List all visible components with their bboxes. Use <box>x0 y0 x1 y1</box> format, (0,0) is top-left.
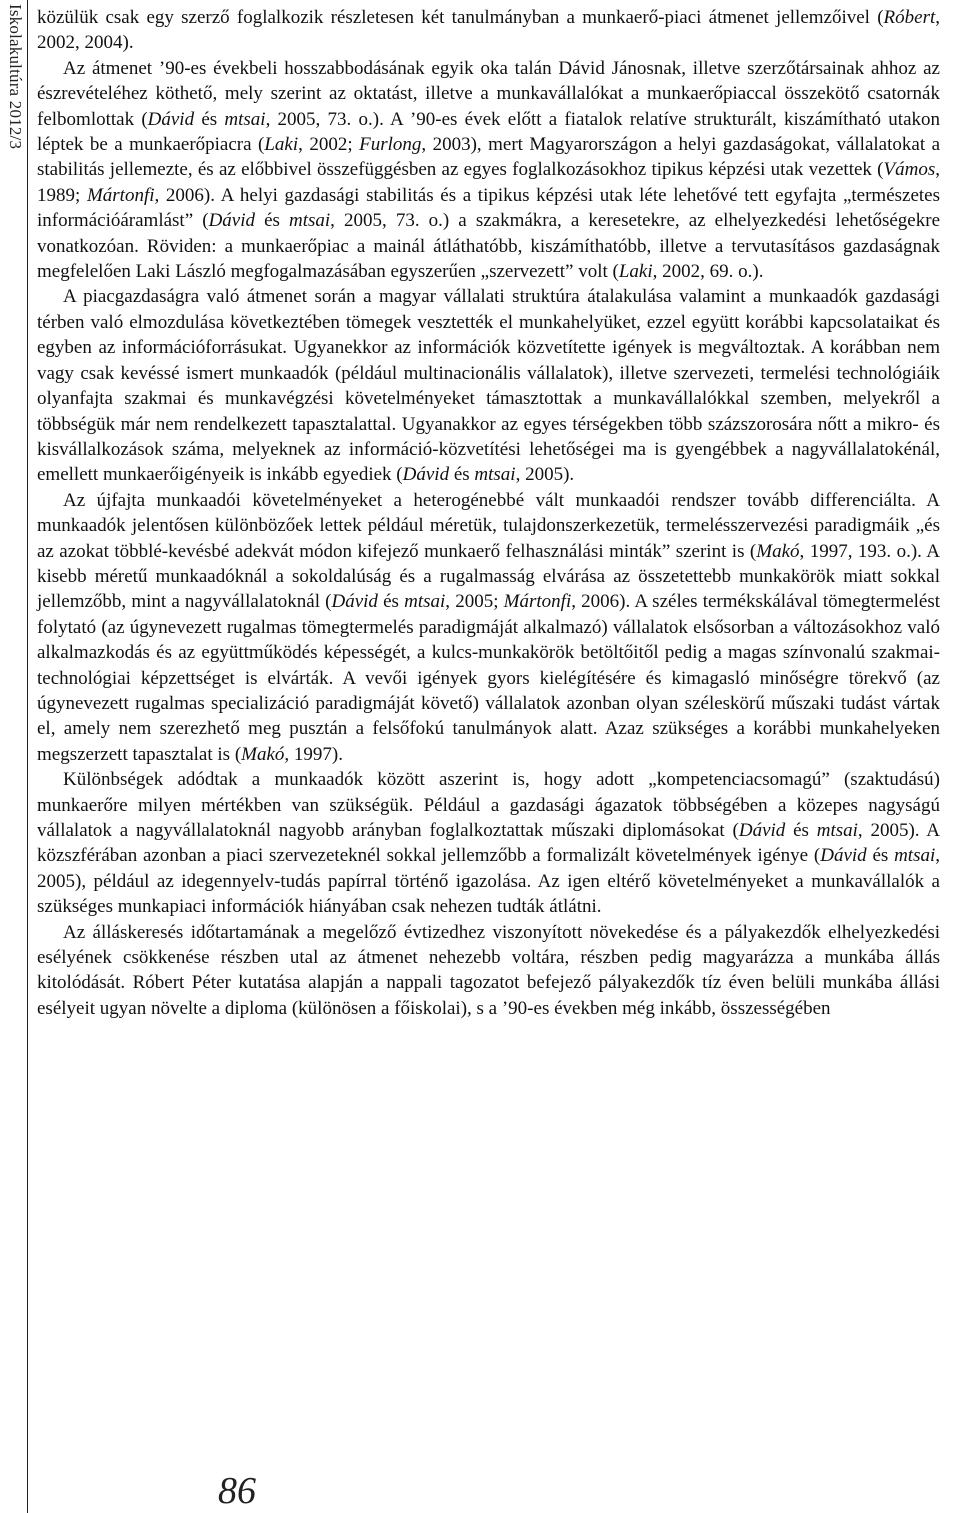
paragraph-1 <box>37 5 940 56</box>
citation-author: Dávid <box>147 108 195 130</box>
citation-author: mtsai <box>894 845 936 867</box>
margin-rule <box>27 0 28 1513</box>
citation-author: Róbert <box>883 7 936 28</box>
paragraph-3 <box>37 284 940 487</box>
citation-author: mtsai <box>288 210 331 232</box>
citation-author: Dávid <box>331 591 378 613</box>
citation-author: Furlong <box>359 134 422 156</box>
page-number: 86 <box>218 1470 256 1512</box>
citation-author: Laki <box>264 134 299 156</box>
text-run: és <box>785 820 817 841</box>
citation-author: Makó <box>241 743 285 765</box>
paragraph-4 <box>37 488 940 767</box>
citation-author: Makó <box>756 540 800 562</box>
citation-author: mtsai <box>816 820 858 841</box>
running-head-bar <box>0 0 24 1513</box>
text-run: , 2006). A széles termékskálával tömegtermelést folytató (az úgynevezett rugalmas tömegtermelés paradigmáját alkalmazó) vállalatok elsősorban a változásokhoz való alkalmazkodás és az együttműködés képességét, a kulcs-munkakörök betöltőitől pedig a magas színvonalú szakmai-technológiai képzettséget is elvárták. A vevői igények gyors kielégítésére és kimagasló minőségre törekvő (az úgynevezett rugalmas specializáció paradigmáját követő) vállalatok azonban olyan széleskörű műszaki tudást vártak el, amely nem szerezhető meg pusztán a felsőfokú tanulmányok alatt. Azaz szükséges a korábbi munkahelyeken megszerzett tapasztalat is ( <box>37 591 941 765</box>
paragraph-5 <box>37 767 940 919</box>
text-run: , 2005, 73. o.) a szakmákra, a keresetekre, az elhelyezkedési lehetőségekre vonatkozóan. Röviden: a munkaerőpiac a mainál átláthatóbb, kiszámíthatóbb, illetve a tervutasításos gazdaságnak megfelelően Laki László megfogalmazásában egyszerűen „szervezett” volt ( <box>37 210 940 283</box>
paragraph-6 <box>37 920 940 1022</box>
text-run: , 2005, 73. o.). A ’90-es évek előtt a fiatalok relatíve strukturált, kiszámítható utakon léptek be a munkaerőpiacra ( <box>37 108 941 156</box>
citation-author: mtsai <box>224 108 266 130</box>
citation-author: mtsai <box>474 464 516 486</box>
citation-author: Laki <box>618 261 653 283</box>
text-run: , 2005), például az idegennyelv-tudás papírral történő igazolása. Az igen eltérő követelményeket a munkavállalók a szükséges munkapiaci információk hiányában csak nehezen tudták átlátni. <box>37 845 941 918</box>
text-run: , 1997, 193. o.). A kisebb méretű munkaadóknál a sokoldalúság és a rugalmasság elvárása az összetettebb munkakörök miatt sokkal jellemzőbb, mint a nagyvállalatoknál ( <box>37 540 941 613</box>
citation-author: Dávid <box>820 845 867 867</box>
body-text <box>37 5 940 1021</box>
text-run: és <box>377 591 405 613</box>
text-run: , 1997). <box>284 743 343 765</box>
citation-author: Dávid <box>208 210 255 232</box>
citation-author: Dávid <box>402 464 450 486</box>
citation-author: Mártonfi <box>86 184 155 206</box>
text-run: , 2006). A helyi gazdasági stabilitás és a tipikus képzési utak léte lehetővé tett egyfajta „természetes információáramlást” ( <box>37 184 941 232</box>
running-head: Iskolakultúra 2012/3 <box>6 4 25 150</box>
text-run: és <box>866 845 895 867</box>
text-run: és <box>449 464 475 486</box>
text-run: Az álláskeresés időtartamának a megelőző évtizedhez viszonyított növekedése és a pályakezdők elhelyezkedési esélyének csökkenése részben utal az átmenet nehezebb voltára, részben pedig magyarázza a munkába állás kitolódását. Róbert Péter kutatása alapján a nappali tagozatot befejező pályakezdők tíz éven belüli munkába állási esélyeit ugyan növelte a diploma (különösen a főiskolai), s a ’90-es években még inkább, összességében <box>37 921 940 1019</box>
paragraph-2 <box>37 56 940 285</box>
text-run: , 1989; <box>37 159 940 206</box>
text-run: , 2002, 2004). <box>37 7 940 54</box>
text-run: , 2005). A közszférában azonban a piaci szervezeteknél sokkal jellemzőbb a formalizált követelmények igénye ( <box>37 820 941 867</box>
text-run: , 2002; <box>298 134 360 156</box>
text-run: közülük csak egy szerző foglalkozik részletesen két tanulmányban a munkaerő-piaci átmenet jellemzőivel ( <box>37 7 884 28</box>
text-run: , 2005; <box>445 591 504 613</box>
text-run: Az átmenet ’90-es évekbeli hosszabbodásának egyik oka talán Dávid Jánosnak, illetve szerzőtársainak ahhoz az észrevételéhez köthető, mely szerint az oktatást, illetve a munkavállalókat a munkaerőpiaccal összekötő csatornák felbomlottak ( <box>37 57 940 130</box>
text-run: és <box>194 108 225 130</box>
citation-author: Dávid <box>738 820 786 841</box>
text-run: Különbségek adódtak a munkaadók között aszerint is, hogy adott „kompetenciacsomagú” (szaktudású) munkaerőre milyen mértékben van szükségük. Például a gazdasági ágazatok többségében a közepes nagyságú vállalatok a nagyvállalatoknál nagyobb arányban foglalkoztattak műszaki diplomásokat ( <box>37 769 940 841</box>
text-run: , 2005). <box>515 464 575 486</box>
citation-author: Mártonfi <box>503 591 572 613</box>
text-run: , 2003), mert Magyarországon a helyi gazdaságokat, vállalatokat a stabilitás jellemezte, és az előbbivel összefüggésben az egyes foglalkozásokhoz tipikus képzési utak vezettek ( <box>37 134 940 181</box>
text-run: Az újfajta munkaadói követelményeket a heterogénebbé vált munkaadói rendszer tovább differenciálta. A munkaadók jelentősen különbözőek lettek például méretük, tulajdonszerkezetük, termelésszervezési paradigmáik „és az azokat többlé-kevésbé adekvát módon kifejező munkaerő felhasználási minták” szerint is ( <box>37 489 940 562</box>
text-run: és <box>255 210 289 232</box>
text-run: A piacgazdaságra való átmenet során a magyar vállalati struktúra átalakulása valamint a munkaadók gazdasági térben való elmozdulása következtében tömegek vesztették el munkahelyüket, ezzel együtt korábbi kapcsolataikat és egyben az információforrásukat. Ugyanekkor az információk közvetítette igények is megváltoztak. A korábban nem vagy csak kevéssé ismert munkaadók (például multinacionális vállalatok), illetve szervezeti, termelési technológiáik olyanfajta szakmai és munkavégzési követelményeket támasztottak a munkavállalókkal szemben, melyekről a többségük már nem rendelkezett tapasztalattal. Ugyanakkor az egyes térségekben több százszorosára nőtt a mikro- és kisvállalkozások száma, melyeknek az információ-közvetítési lehetőségei ma is gyengébbek a nagyvállalatokénál, emellett munkaerőigényeik is inkább egyediek ( <box>37 286 940 486</box>
text-run: , 2002, 69. o.). <box>652 261 764 283</box>
citation-author: Vámos <box>883 159 936 181</box>
citation-author: mtsai <box>404 591 446 613</box>
